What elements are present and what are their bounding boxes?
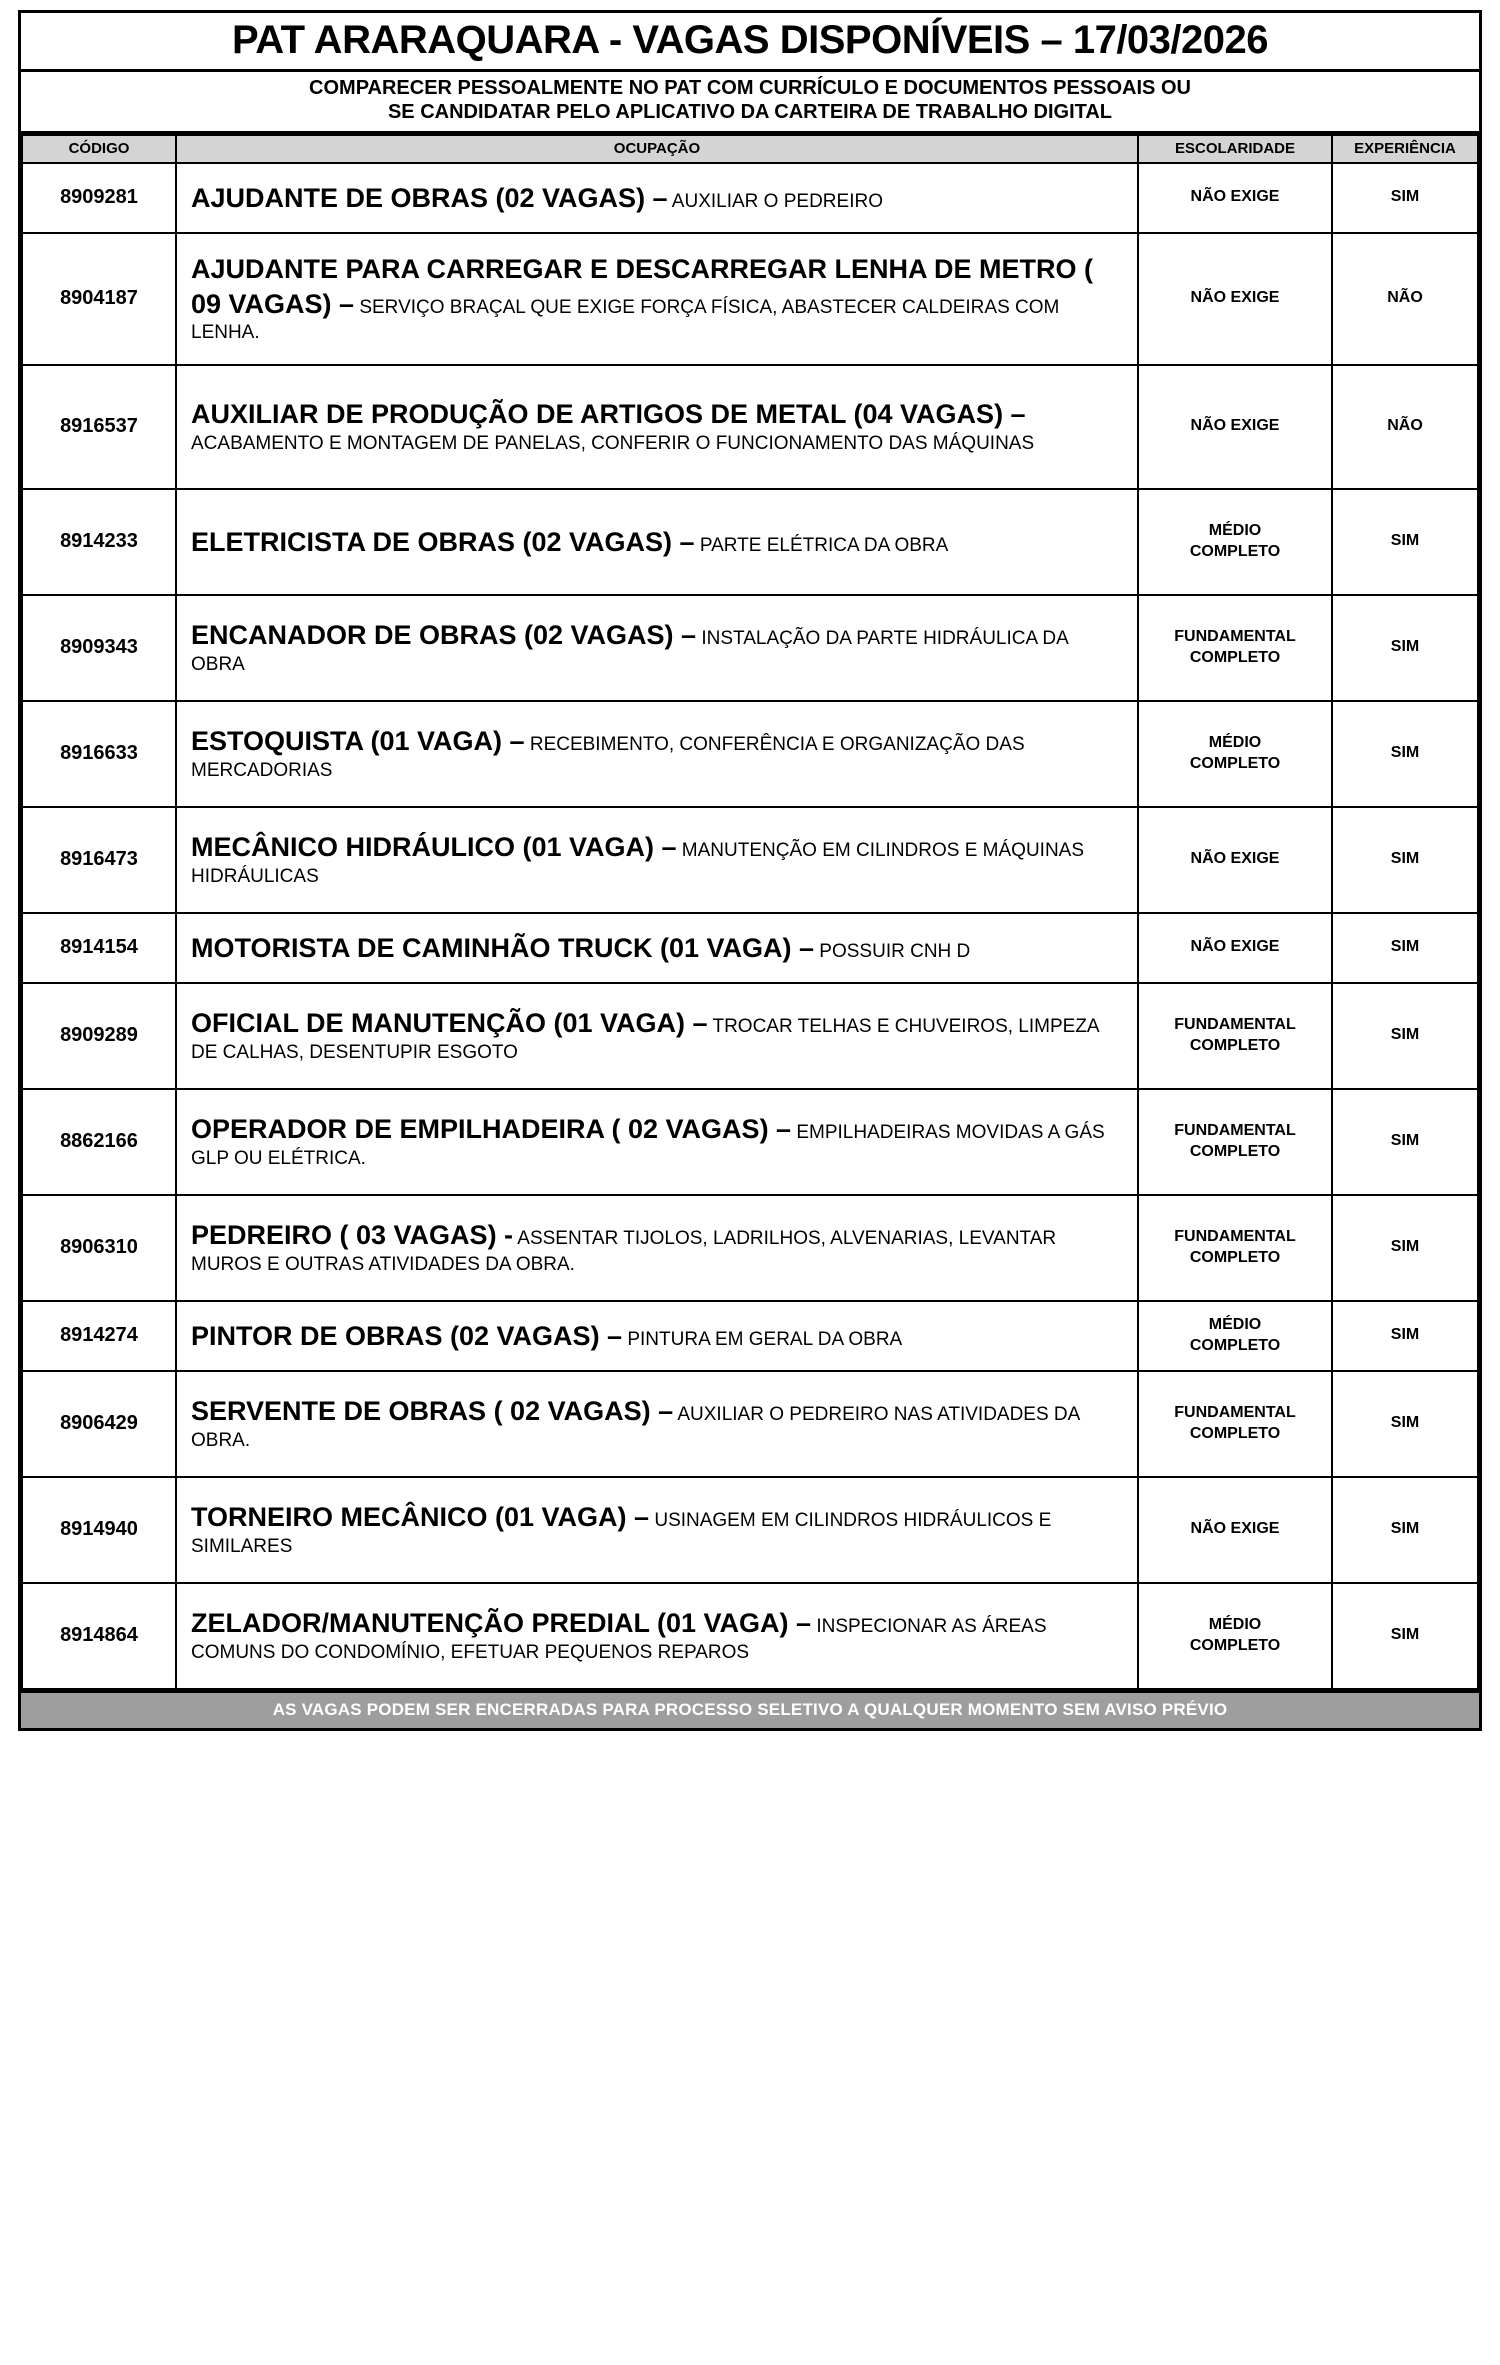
row-education <box>1138 489 1332 595</box>
row-experience: SIM <box>1332 701 1478 807</box>
row-education <box>1138 163 1332 233</box>
table-row <box>22 913 1478 983</box>
row-experience: SIM <box>1332 163 1478 233</box>
row-experience: SIM <box>1332 1583 1478 1689</box>
table-row <box>22 1477 1478 1583</box>
row-job-description: USINAGEM EM CILINDROS HIDRÁULICOS E SIMILARES <box>191 1510 1052 1557</box>
row-job-title: PEDREIRO ( 03 VAGAS) - <box>191 1220 514 1251</box>
row-occupation <box>176 913 1138 983</box>
row-experience: SIM <box>1332 489 1478 595</box>
row-experience: NÃO <box>1332 365 1478 489</box>
row-education-line2: COMPLETO <box>1189 542 1281 560</box>
row-education <box>1138 983 1332 1089</box>
row-education-line1: FUNDAMENTAL <box>1174 1121 1296 1139</box>
row-job-description: ASSENTAR TIJOLOS, LADRILHOS, ALVENARIAS, LEVANTAR MUROS E OUTRAS ATIVIDADES DA OBRA. <box>191 1228 1057 1275</box>
row-code: 8914274 <box>22 1301 176 1371</box>
table-row <box>22 1301 1478 1371</box>
document-title-bar <box>21 13 1479 72</box>
row-code: 8909343 <box>22 595 176 701</box>
page-title: PAT ARARAQUARA - VAGAS DISPONÍVEIS – 17/03/2026 <box>231 18 1269 62</box>
row-code: 8906310 <box>22 1195 176 1301</box>
vacancies-document <box>18 10 1482 1731</box>
row-job-description: ACABAMENTO E MONTAGEM DE PANELAS, CONFERIR O FUNCIONAMENTO DAS MÁQUINAS <box>191 432 1035 454</box>
row-education <box>1138 365 1332 489</box>
row-education-line2: COMPLETO <box>1189 1142 1281 1160</box>
footer-notice: AS VAGAS PODEM SER ENCERRADAS PARA PROCESSO SELETIVO A QUALQUER MOMENTO SEM AVISO PRÉVIO <box>21 1690 1479 1728</box>
table-row <box>22 1195 1478 1301</box>
row-education-line1: NÃO EXIGE <box>1190 1520 1280 1538</box>
row-code: 8909281 <box>22 163 176 233</box>
row-job-description: SERVIÇO BRAÇAL QUE EXIGE FORÇA FÍSICA, ABASTECER CALDEIRAS COM LENHA. <box>191 296 1060 344</box>
row-education-line1: MÉDIO <box>1208 521 1262 539</box>
row-experience: SIM <box>1332 1195 1478 1301</box>
row-occupation <box>176 1195 1138 1301</box>
row-education-line1: NÃO EXIGE <box>1190 850 1280 868</box>
row-experience: SIM <box>1332 983 1478 1089</box>
row-experience: NÃO <box>1332 233 1478 365</box>
row-code: 8914154 <box>22 913 176 983</box>
row-occupation <box>176 1371 1138 1477</box>
row-education <box>1138 1195 1332 1301</box>
row-occupation <box>176 983 1138 1089</box>
column-header-escolaridade: ESCOLARIDADE <box>1138 135 1332 163</box>
row-job-title: ESTOQUISTA (01 VAGA) – <box>191 726 525 757</box>
table-row <box>22 1371 1478 1477</box>
row-experience: SIM <box>1332 807 1478 913</box>
row-education <box>1138 1583 1332 1689</box>
row-code: 8909289 <box>22 983 176 1089</box>
row-education-line2: COMPLETO <box>1189 648 1281 666</box>
column-header-ocupacao: OCUPAÇÃO <box>176 135 1138 163</box>
row-job-description: POSSUIR CNH D <box>814 940 971 962</box>
vacancies-table <box>21 134 1479 1690</box>
row-education-line1: FUNDAMENTAL <box>1174 1227 1296 1245</box>
table-row <box>22 701 1478 807</box>
row-code: 8916633 <box>22 701 176 807</box>
row-experience: SIM <box>1332 595 1478 701</box>
row-job-description: MANUTENÇÃO EM CILINDROS E MÁQUINAS HIDRÁULICAS <box>191 840 1085 887</box>
row-education <box>1138 913 1332 983</box>
row-job-description: INSPECIONAR AS ÁREAS COMUNS DO CONDOMÍNIO, EFETUAR PEQUENOS REPAROS <box>191 1616 1047 1663</box>
row-job-description: TROCAR TELHAS E CHUVEIROS, LIMPEZA DE CALHAS, DESENTUPIR ESGOTO <box>191 1016 1099 1063</box>
document-subtitle-bar <box>21 72 1479 134</box>
row-code: 8904187 <box>22 233 176 365</box>
row-education <box>1138 1301 1332 1371</box>
row-education <box>1138 1371 1332 1477</box>
row-education-line2: COMPLETO <box>1189 1636 1281 1654</box>
row-job-title: AJUDANTE DE OBRAS (02 VAGAS) – <box>191 182 668 213</box>
table-row <box>22 595 1478 701</box>
row-job-title: AJUDANTE PARA CARREGAR E DESCARREGAR LENHA DE METRO ( 09 VAGAS) – <box>191 254 1094 319</box>
table-row <box>22 1089 1478 1195</box>
row-education <box>1138 1477 1332 1583</box>
row-job-description: INSTALAÇÃO DA PARTE HIDRÁULICA DA OBRA <box>191 628 1068 675</box>
row-job-title: SERVENTE DE OBRAS ( 02 VAGAS) – <box>191 1396 674 1427</box>
row-education-line1: FUNDAMENTAL <box>1174 627 1296 645</box>
row-education-line1: FUNDAMENTAL <box>1174 1015 1296 1033</box>
row-education <box>1138 233 1332 365</box>
row-experience: SIM <box>1332 1089 1478 1195</box>
row-job-title: OFICIAL DE MANUTENÇÃO (01 VAGA) – <box>191 1008 708 1039</box>
row-job-title: MECÂNICO HIDRÁULICO (01 VAGA) – <box>191 832 677 863</box>
row-job-description: AUXILIAR O PEDREIRO NAS ATIVIDADES DA OBRA. <box>191 1404 1080 1451</box>
row-occupation <box>176 1089 1138 1195</box>
table-row <box>22 1583 1478 1689</box>
row-education-line1: MÉDIO <box>1208 1315 1262 1333</box>
row-job-title: MOTORISTA DE CAMINHÃO TRUCK (01 VAGA) – <box>191 932 815 963</box>
table-row <box>22 163 1478 233</box>
row-code: 8914940 <box>22 1477 176 1583</box>
row-job-title: ENCANADOR DE OBRAS (02 VAGAS) – <box>191 620 697 651</box>
table-row <box>22 233 1478 365</box>
row-education <box>1138 701 1332 807</box>
row-experience: SIM <box>1332 1477 1478 1583</box>
row-education-line1: NÃO EXIGE <box>1190 938 1280 956</box>
subtitle-line-2: SE CANDIDATAR PELO APLICATIVO DA CARTEIRA DE TRABALHO DIGITAL <box>387 101 1113 124</box>
row-job-title: AUXILIAR DE PRODUÇÃO DE ARTIGOS DE METAL (04 VAGAS) – <box>191 399 1026 430</box>
table-row <box>22 489 1478 595</box>
row-education-line1: NÃO EXIGE <box>1190 417 1280 435</box>
row-job-description: AUXILIAR O PEDREIRO <box>667 190 883 212</box>
row-occupation <box>176 163 1138 233</box>
subtitle-line-1: COMPARECER PESSOALMENTE NO PAT COM CURRÍCULO E DOCUMENTOS PESSOAIS OU <box>309 77 1191 99</box>
row-experience: SIM <box>1332 913 1478 983</box>
table-row <box>22 983 1478 1089</box>
row-job-description: EMPILHADEIRAS MOVIDAS A GÁS GLP OU ELÉTRICA. <box>191 1122 1105 1169</box>
row-education-line1: MÉDIO <box>1208 733 1262 751</box>
row-job-description: PARTE ELÉTRICA DA OBRA <box>694 534 949 556</box>
row-occupation <box>176 233 1138 365</box>
row-education <box>1138 807 1332 913</box>
row-occupation <box>176 365 1138 489</box>
row-job-description: PINTURA EM GERAL DA OBRA <box>622 1328 903 1350</box>
row-education-line1: MÉDIO <box>1208 1615 1262 1633</box>
row-education <box>1138 1089 1332 1195</box>
row-occupation <box>176 595 1138 701</box>
row-code: 8914233 <box>22 489 176 595</box>
row-education <box>1138 595 1332 701</box>
row-code: 8906429 <box>22 1371 176 1477</box>
row-education-line2: COMPLETO <box>1189 1248 1281 1266</box>
table-row <box>22 807 1478 913</box>
row-experience: SIM <box>1332 1301 1478 1371</box>
row-education-line2: COMPLETO <box>1189 754 1281 772</box>
row-job-title: PINTOR DE OBRAS (02 VAGAS) – <box>191 1320 623 1351</box>
row-education-line2: COMPLETO <box>1189 1424 1281 1442</box>
row-education-line1: NÃO EXIGE <box>1190 188 1280 206</box>
table-body <box>22 163 1478 1689</box>
row-education-line2: COMPLETO <box>1189 1336 1281 1354</box>
row-job-title: ZELADOR/MANUTENÇÃO PREDIAL (01 VAGA) – <box>191 1608 812 1639</box>
row-code: 8862166 <box>22 1089 176 1195</box>
row-education-line2: COMPLETO <box>1189 1036 1281 1054</box>
row-occupation <box>176 1477 1138 1583</box>
table-header-row <box>22 135 1478 163</box>
row-occupation <box>176 1583 1138 1689</box>
row-job-title: OPERADOR DE EMPILHADEIRA ( 02 VAGAS) – <box>191 1114 792 1145</box>
row-job-description: RECEBIMENTO, CONFERÊNCIA E ORGANIZAÇÃO DAS MERCADORIAS <box>191 734 1025 781</box>
row-occupation <box>176 807 1138 913</box>
table-row <box>22 365 1478 489</box>
row-job-title: ELETRICISTA DE OBRAS (02 VAGAS) – <box>191 526 695 557</box>
row-code: 8914864 <box>22 1583 176 1689</box>
row-occupation <box>176 489 1138 595</box>
row-code: 8916537 <box>22 365 176 489</box>
row-job-title: TORNEIRO MECÂNICO (01 VAGA) – <box>191 1502 650 1533</box>
row-code: 8916473 <box>22 807 176 913</box>
table-header <box>22 135 1478 163</box>
row-occupation <box>176 1301 1138 1371</box>
row-occupation <box>176 701 1138 807</box>
row-education-line1: NÃO EXIGE <box>1190 289 1280 307</box>
column-header-codigo: CÓDIGO <box>22 135 176 163</box>
column-header-experiencia: EXPERIÊNCIA <box>1332 135 1478 163</box>
row-education-line1: FUNDAMENTAL <box>1174 1403 1296 1421</box>
row-experience: SIM <box>1332 1371 1478 1477</box>
